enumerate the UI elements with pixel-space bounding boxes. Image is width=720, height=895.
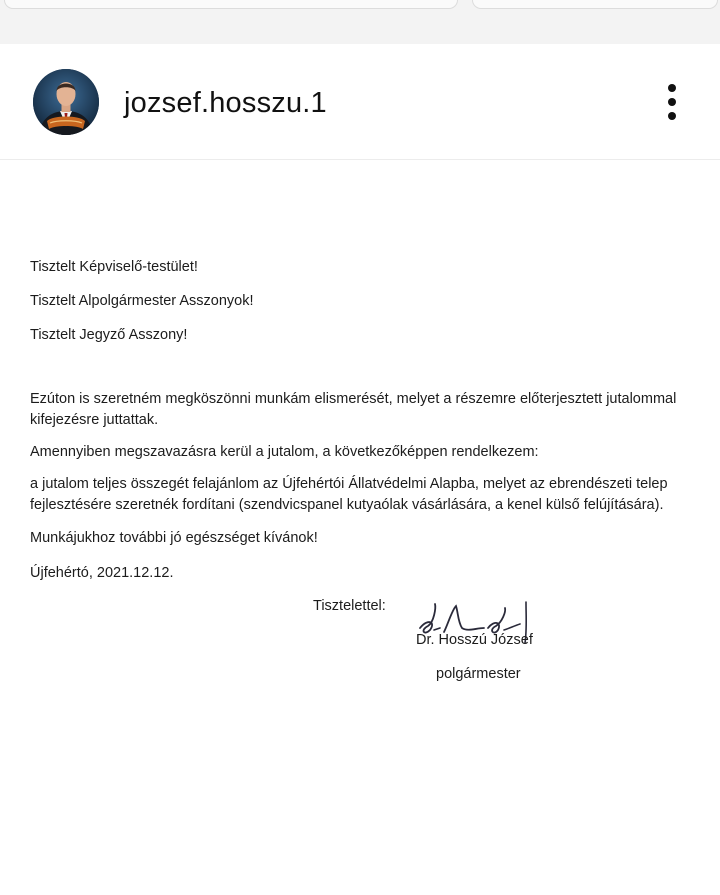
paragraph-thanks-line-2: kifejezésre juttattak.: [30, 412, 159, 428]
tab-outline-left: [4, 0, 458, 9]
place-date: Újfehértó, 2021.12.12.: [30, 565, 174, 581]
sign-off: Tisztelettel:: [313, 598, 386, 614]
salutation-1: Tisztelt Képviselő-testület!: [30, 259, 198, 275]
more-vertical-icon: [668, 98, 676, 106]
username[interactable]: jozsef.hosszu.1: [124, 87, 327, 119]
closing-wish: Munkájukhoz további jó egészséget kívánok!: [30, 530, 318, 546]
paragraph-offer-line-2: fejlesztésére szeretnék fordítani (szendvicspanel kutyaólak vásárlására, a kenel külső felújítására).: [30, 497, 664, 513]
paragraph-disposition: Amennyiben megszavazásra kerül a jutalom, a következőképpen rendelkezem:: [30, 444, 539, 460]
post-header: [0, 44, 720, 160]
browser-top-strip: [0, 0, 720, 44]
signer-title: polgármester: [436, 666, 521, 682]
avatar[interactable]: [33, 69, 99, 135]
paragraph-offer-line-1: a jutalom teljes összegét felajánlom az Újfehértói Állatvédelmi Alapba, melyet az ebrendészeti telep: [30, 476, 668, 492]
more-vertical-icon: [668, 84, 676, 92]
tab-outline-right: [472, 0, 718, 9]
salutation-2: Tisztelt Alpolgármester Asszonyok!: [30, 293, 254, 309]
more-options-button[interactable]: [656, 80, 690, 124]
letter-image: [0, 160, 720, 895]
signer-name: Dr. Hosszú József: [416, 632, 533, 648]
paragraph-thanks-line-1: Ezúton is szeretném megköszönni munkám elismerését, melyet a részemre előterjesztett jutalommal: [30, 391, 677, 407]
more-vertical-icon: [668, 112, 676, 120]
salutation-3: Tisztelt Jegyző Asszony!: [30, 327, 188, 343]
profile-photo-icon: [33, 69, 99, 135]
